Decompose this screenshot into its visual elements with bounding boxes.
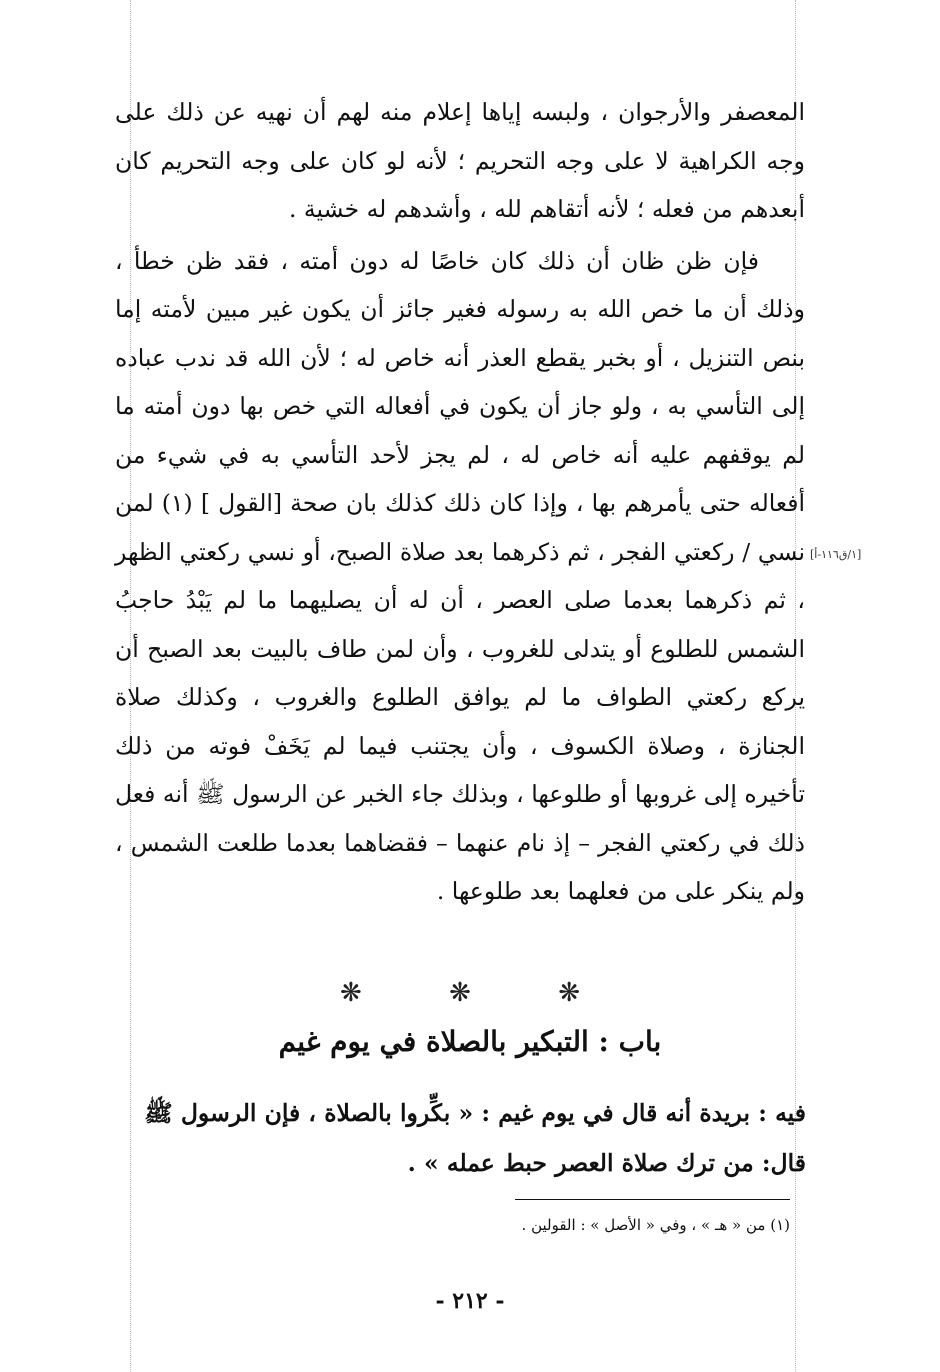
manuscript-folio-reference: [١/ق١١٦-أ] [810,548,862,561]
star-ornament-icon: ❋ [449,978,471,1008]
footnote-rule [515,1199,790,1200]
paragraph: فإن ظن ظان أن ذلك كان خاصًا له دون أمته ، فقد ظن خطأ ، وذلك أن ما خص الله به رسوله فغير جائز أن يكون غير مبين لأمته إما بنص التنزيل ، أو بخبر يقطع العذر أنه خاص له ؛ لأن الله قد ندب عباده إلى التأسي به ، ولو جاز أن يكون في أفعاله التي خص بها دون أمته ما لم يوقفهم عليه أنه خاص له ، لم يجز لأحد التأسي به في شيء من أفعاله حتى يأمرهم بها ، وإذا كان ذلك كذلك بان صحة [القول ] (١) لمن نسي / ركعتي الفجر ، ثم ذكرهما بعد صلاة الصبح، أو نسي ركعتي الظهر ، ثم ذكرهما بعدما صلى العصر ، أن له أن يصليهما ما لم يَبْدُ حاجبُ الشمس للطلوع أو يتدلى للغروب ، وأن لمن طاف بالبيت بعد الصبح أن يركع ركعتي الطواف ما لم يوافق الطلوع والغروب ، وكذلك صلاة الجنازة ، وصلاة الكسوف ، وأن يجتنب فيما لم يَخَفْ فوته من ذلك تأخيره إلى غروبها أو طلوعها ، وبذلك جاء الخبر عن الرسول ﷺ أنه فعل ذلك في ركعتي الفجر – إذ نام عنهما – فقضاهما بعدما طلعت الشمس ، ولم ينكر على من فعلهما بعد طلوعها . [115,246,805,905]
hadith-text: فيه : بريدة أنه قال في يوم غيم : « بكِّروا بالصلاة ، فإن الرسول ﷺ قال: من ترك صلاة العصر حبط عمله » . [144,1099,806,1177]
section-separator [340,978,580,1008]
star-ornament-icon: ❋ [558,978,580,1008]
footnote: (١) من « هـ » ، وفي « الأصل » : القولين . [521,1216,790,1234]
paragraph: المعصفر والأرجوان ، ولبسه إياها إعلام منه لهم أن نهيه عن ذلك على وجه الكراهية لا على وجه التحريم ؛ لأنه لو كان على وجه التحريم كان أبعدهم من فعله ؛ لأنه أتقاهم لله ، وأشدهم له خشية . [115,98,805,223]
star-ornament-icon: ❋ [340,978,362,1008]
page-number: - ٢١٢ - [435,1288,505,1314]
section-heading: باب : التبكير بالصلاة في يوم غيم [278,1025,662,1058]
main-text [115,88,805,916]
